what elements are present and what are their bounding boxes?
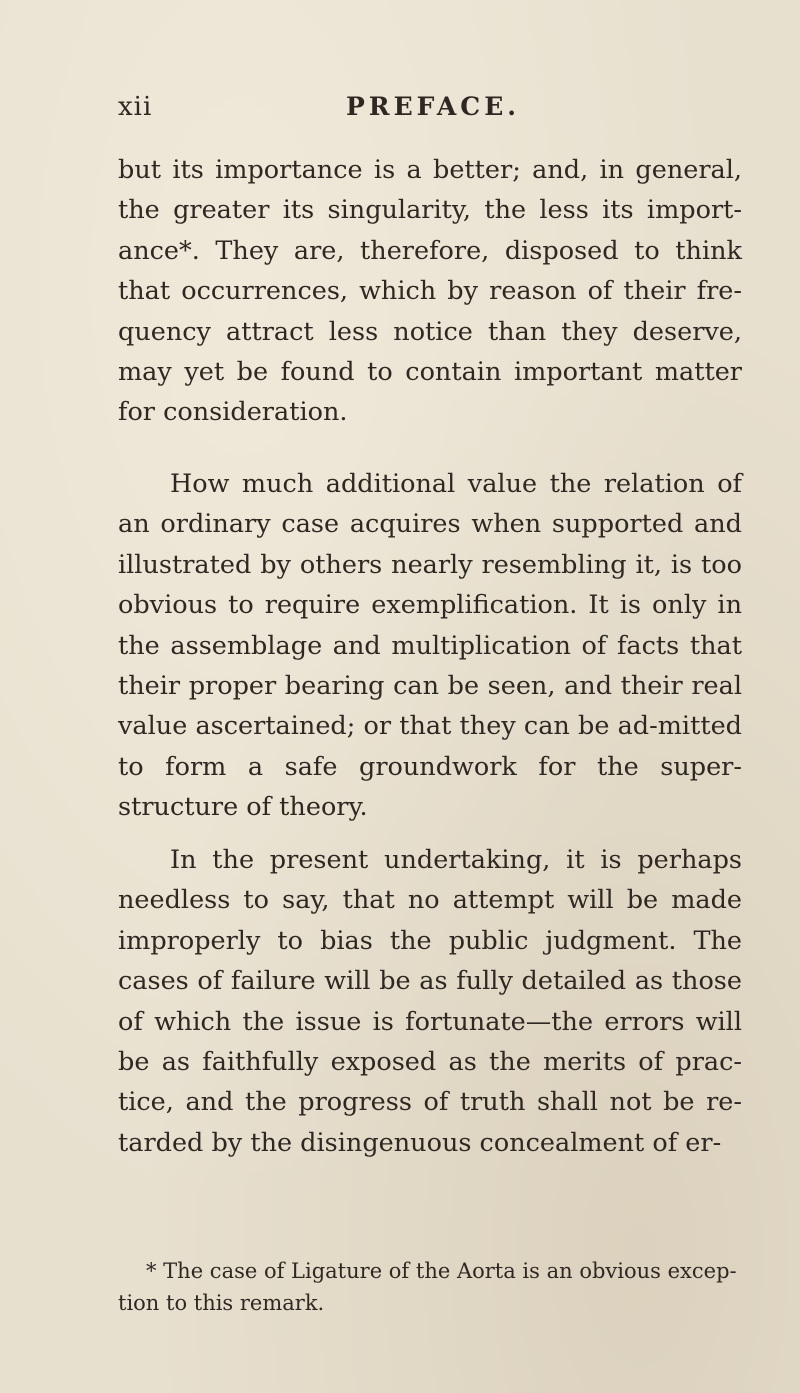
page-number: xii: [118, 92, 153, 122]
paragraph-relation: [118, 464, 742, 828]
paragraph-continued: [118, 150, 742, 433]
running-head: PREFACE.: [346, 92, 520, 121]
paragraph-undertaking: [118, 840, 742, 1163]
paragraph-text: How much additional value the relation of an ordinary case acquires when supported and illustrated by others nearly resembling it, is too obvious to require exemplification. It is only in the assemblage and multiplication of facts that their proper bearing can be seen, and their real value ascertained; or that they can be ad-mitted to form a safe groundwork for the super-structure of theory.: [118, 469, 742, 823]
paragraph-text: but its importance is a better; and, in general, the greater its singularity, the less its import-ance*. They are, therefore, disposed to think that occurrences, which by reason of their fre-quency attract less notice than they deserve, may yet be found to contain important matter for consideration.: [118, 155, 742, 428]
paragraph-text: In the present undertaking, it is perhaps needless to say, that no attempt will be made improperly to bias the public judgment. The cases of failure will be as fully detailed as those of which the issue is fortunate—the errors will be as faithfully exposed as the merits of prac-tice, and the progress of truth shall not be re-tarded by the disingenuous concealment of er-: [118, 845, 742, 1158]
footnote: * The case of Ligature of the Aorta is an obvious excep-tion to this remark.: [118, 1259, 737, 1315]
page-header: [118, 92, 758, 132]
